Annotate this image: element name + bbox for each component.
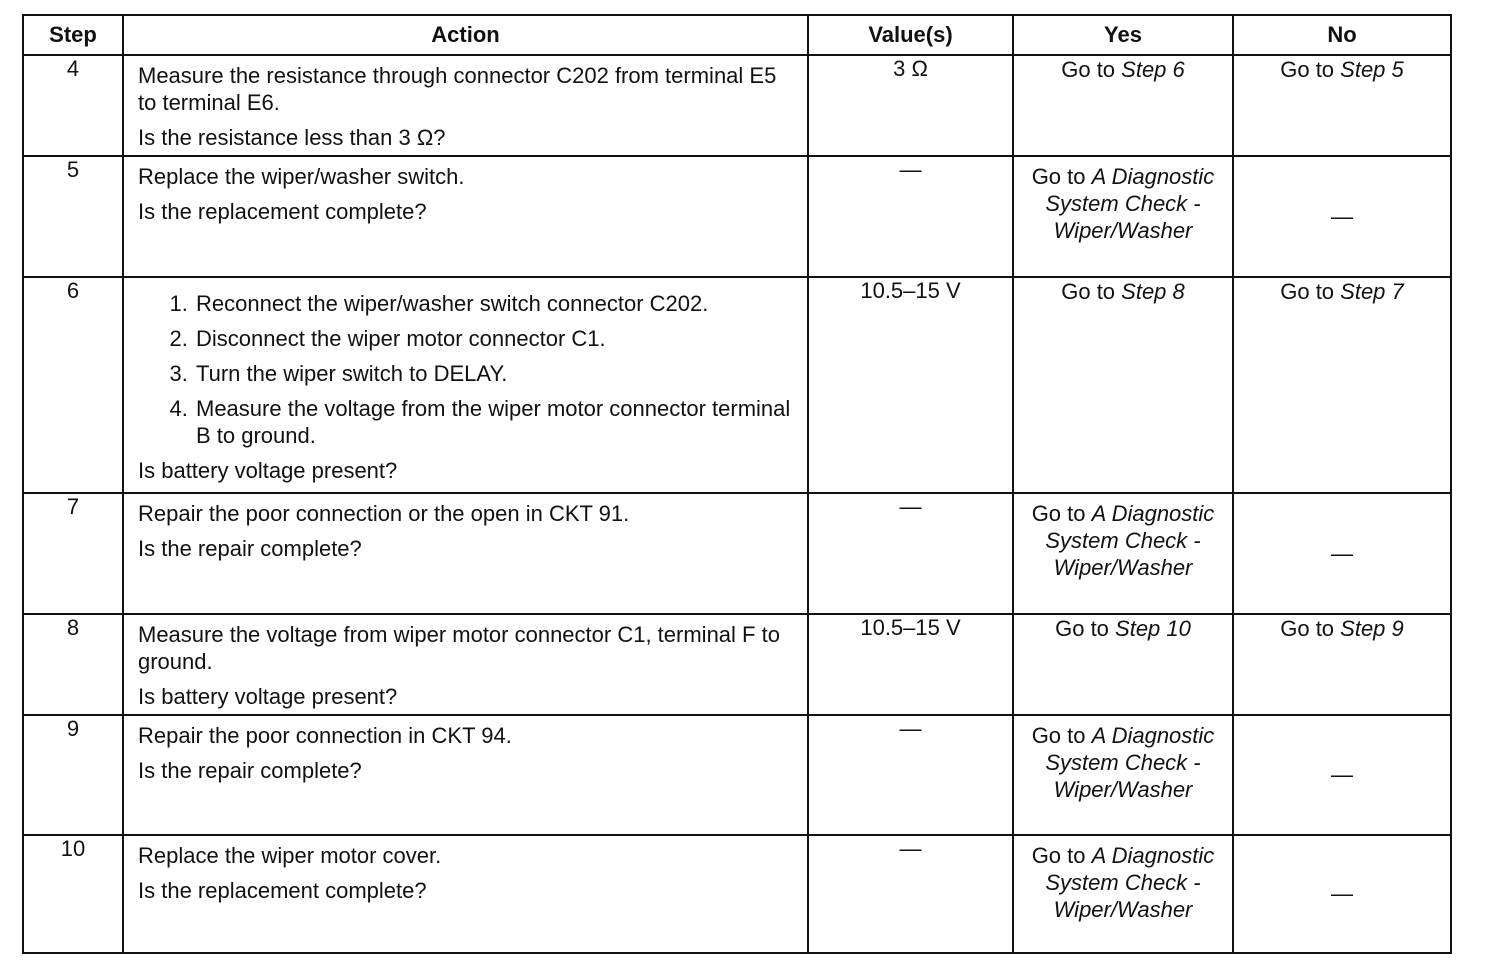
header-values: Value(s): [808, 15, 1013, 55]
table-row: [23, 55, 1451, 156]
yes-prefix: Go to: [1061, 57, 1122, 82]
action-cell: [123, 715, 808, 835]
no-link[interactable]: Step 7: [1340, 279, 1404, 304]
list-item: 1. Reconnect the wiper/washer switch connector C202.: [194, 290, 797, 317]
table-header-row: [23, 15, 1451, 55]
yes-cell: [1013, 614, 1233, 715]
yes-prefix: Go to: [1055, 616, 1116, 641]
yes-cell: [1013, 277, 1233, 493]
yes-cell: [1013, 715, 1233, 835]
table-row: [23, 835, 1451, 953]
no-text: —: [1331, 203, 1353, 229]
action-question: Is the resistance less than 3 Ω?: [138, 125, 446, 150]
no-prefix: Go to: [1280, 616, 1341, 641]
value-cell: 10.5–15 V: [808, 277, 1013, 493]
value-cell: —: [808, 715, 1013, 835]
action-text: Measure the voltage from wiper motor connector C1, terminal F to ground.: [138, 622, 780, 674]
step-number: 9: [23, 715, 123, 835]
header-step: Step: [23, 15, 123, 55]
yes-prefix: Go to: [1031, 164, 1092, 189]
action-cell: [123, 835, 808, 953]
action-cell: [123, 614, 808, 715]
no-link[interactable]: Step 9: [1340, 616, 1404, 641]
value-cell: 10.5–15 V: [808, 614, 1013, 715]
no-cell: [1233, 156, 1451, 277]
no-link[interactable]: Step 5: [1340, 57, 1404, 82]
table-row: [23, 715, 1451, 835]
list-item: 3. Turn the wiper switch to DELAY.: [194, 360, 797, 387]
yes-prefix: Go to: [1061, 279, 1122, 304]
yes-link[interactable]: A Diagnostic System Check - Wiper/Washer: [1045, 164, 1215, 243]
header-yes: Yes: [1013, 15, 1233, 55]
no-cell: [1233, 835, 1451, 953]
yes-cell: [1013, 55, 1233, 156]
no-cell: [1233, 715, 1451, 835]
yes-prefix: Go to: [1031, 723, 1092, 748]
action-cell: [123, 277, 808, 493]
table-row: [23, 614, 1451, 715]
action-question: Is battery voltage present?: [138, 458, 398, 483]
action-text: Repair the poor connection or the open in CKT 91.: [138, 501, 630, 526]
action-question: Is the replacement complete?: [138, 878, 427, 903]
yes-cell: [1013, 835, 1233, 953]
yes-cell: [1013, 493, 1233, 614]
list-item: 4. Measure the voltage from the wiper motor connector terminal B to ground.: [194, 395, 797, 449]
no-prefix: Go to: [1280, 279, 1341, 304]
list-item: 2. Disconnect the wiper motor connector C1.: [194, 325, 797, 352]
yes-link[interactable]: Step 8: [1121, 279, 1185, 304]
no-cell: [1233, 277, 1451, 493]
no-prefix: Go to: [1280, 57, 1341, 82]
action-question: Is the repair complete?: [138, 536, 362, 561]
table-row: [23, 156, 1451, 277]
no-cell: [1233, 614, 1451, 715]
action-cell: [123, 493, 808, 614]
yes-prefix: Go to: [1031, 501, 1092, 526]
value-cell: —: [808, 156, 1013, 277]
header-no: No: [1233, 15, 1451, 55]
step-number: 8: [23, 614, 123, 715]
no-cell: [1233, 55, 1451, 156]
step-number: 10: [23, 835, 123, 953]
no-cell: [1233, 493, 1451, 614]
value-cell: —: [808, 835, 1013, 953]
yes-link[interactable]: A Diagnostic System Check - Wiper/Washer: [1045, 501, 1215, 580]
diagnostic-table: [22, 14, 1452, 954]
value-cell: —: [808, 493, 1013, 614]
action-text: Measure the resistance through connector C202 from terminal E5 to terminal E6.: [138, 63, 777, 115]
table-row: [23, 493, 1451, 614]
yes-link[interactable]: Step 10: [1115, 616, 1191, 641]
no-text: —: [1331, 540, 1353, 566]
yes-prefix: Go to: [1031, 843, 1092, 868]
yes-link[interactable]: Step 6: [1121, 57, 1185, 82]
no-text: —: [1331, 881, 1353, 906]
action-text: Repair the poor connection in CKT 94.: [138, 723, 512, 748]
step-number: 5: [23, 156, 123, 277]
action-text: Replace the wiper motor cover.: [138, 843, 442, 868]
step-number: 7: [23, 493, 123, 614]
table-row: [23, 277, 1451, 493]
header-action: Action: [123, 15, 808, 55]
action-text: Replace the wiper/washer switch.: [138, 164, 465, 189]
step-number: 6: [23, 277, 123, 493]
action-question: Is the repair complete?: [138, 758, 362, 783]
yes-link[interactable]: A Diagnostic System Check - Wiper/Washer: [1045, 723, 1215, 802]
value-cell: 3 Ω: [808, 55, 1013, 156]
step-number: 4: [23, 55, 123, 156]
yes-link[interactable]: A Diagnostic System Check - Wiper/Washer: [1045, 843, 1215, 922]
action-question: Is the replacement complete?: [138, 199, 427, 224]
no-text: —: [1331, 762, 1353, 787]
action-question: Is battery voltage present?: [138, 684, 398, 709]
yes-cell: [1013, 156, 1233, 277]
action-cell: [123, 156, 808, 277]
action-cell: [123, 55, 808, 156]
action-steps-list: [138, 290, 797, 449]
